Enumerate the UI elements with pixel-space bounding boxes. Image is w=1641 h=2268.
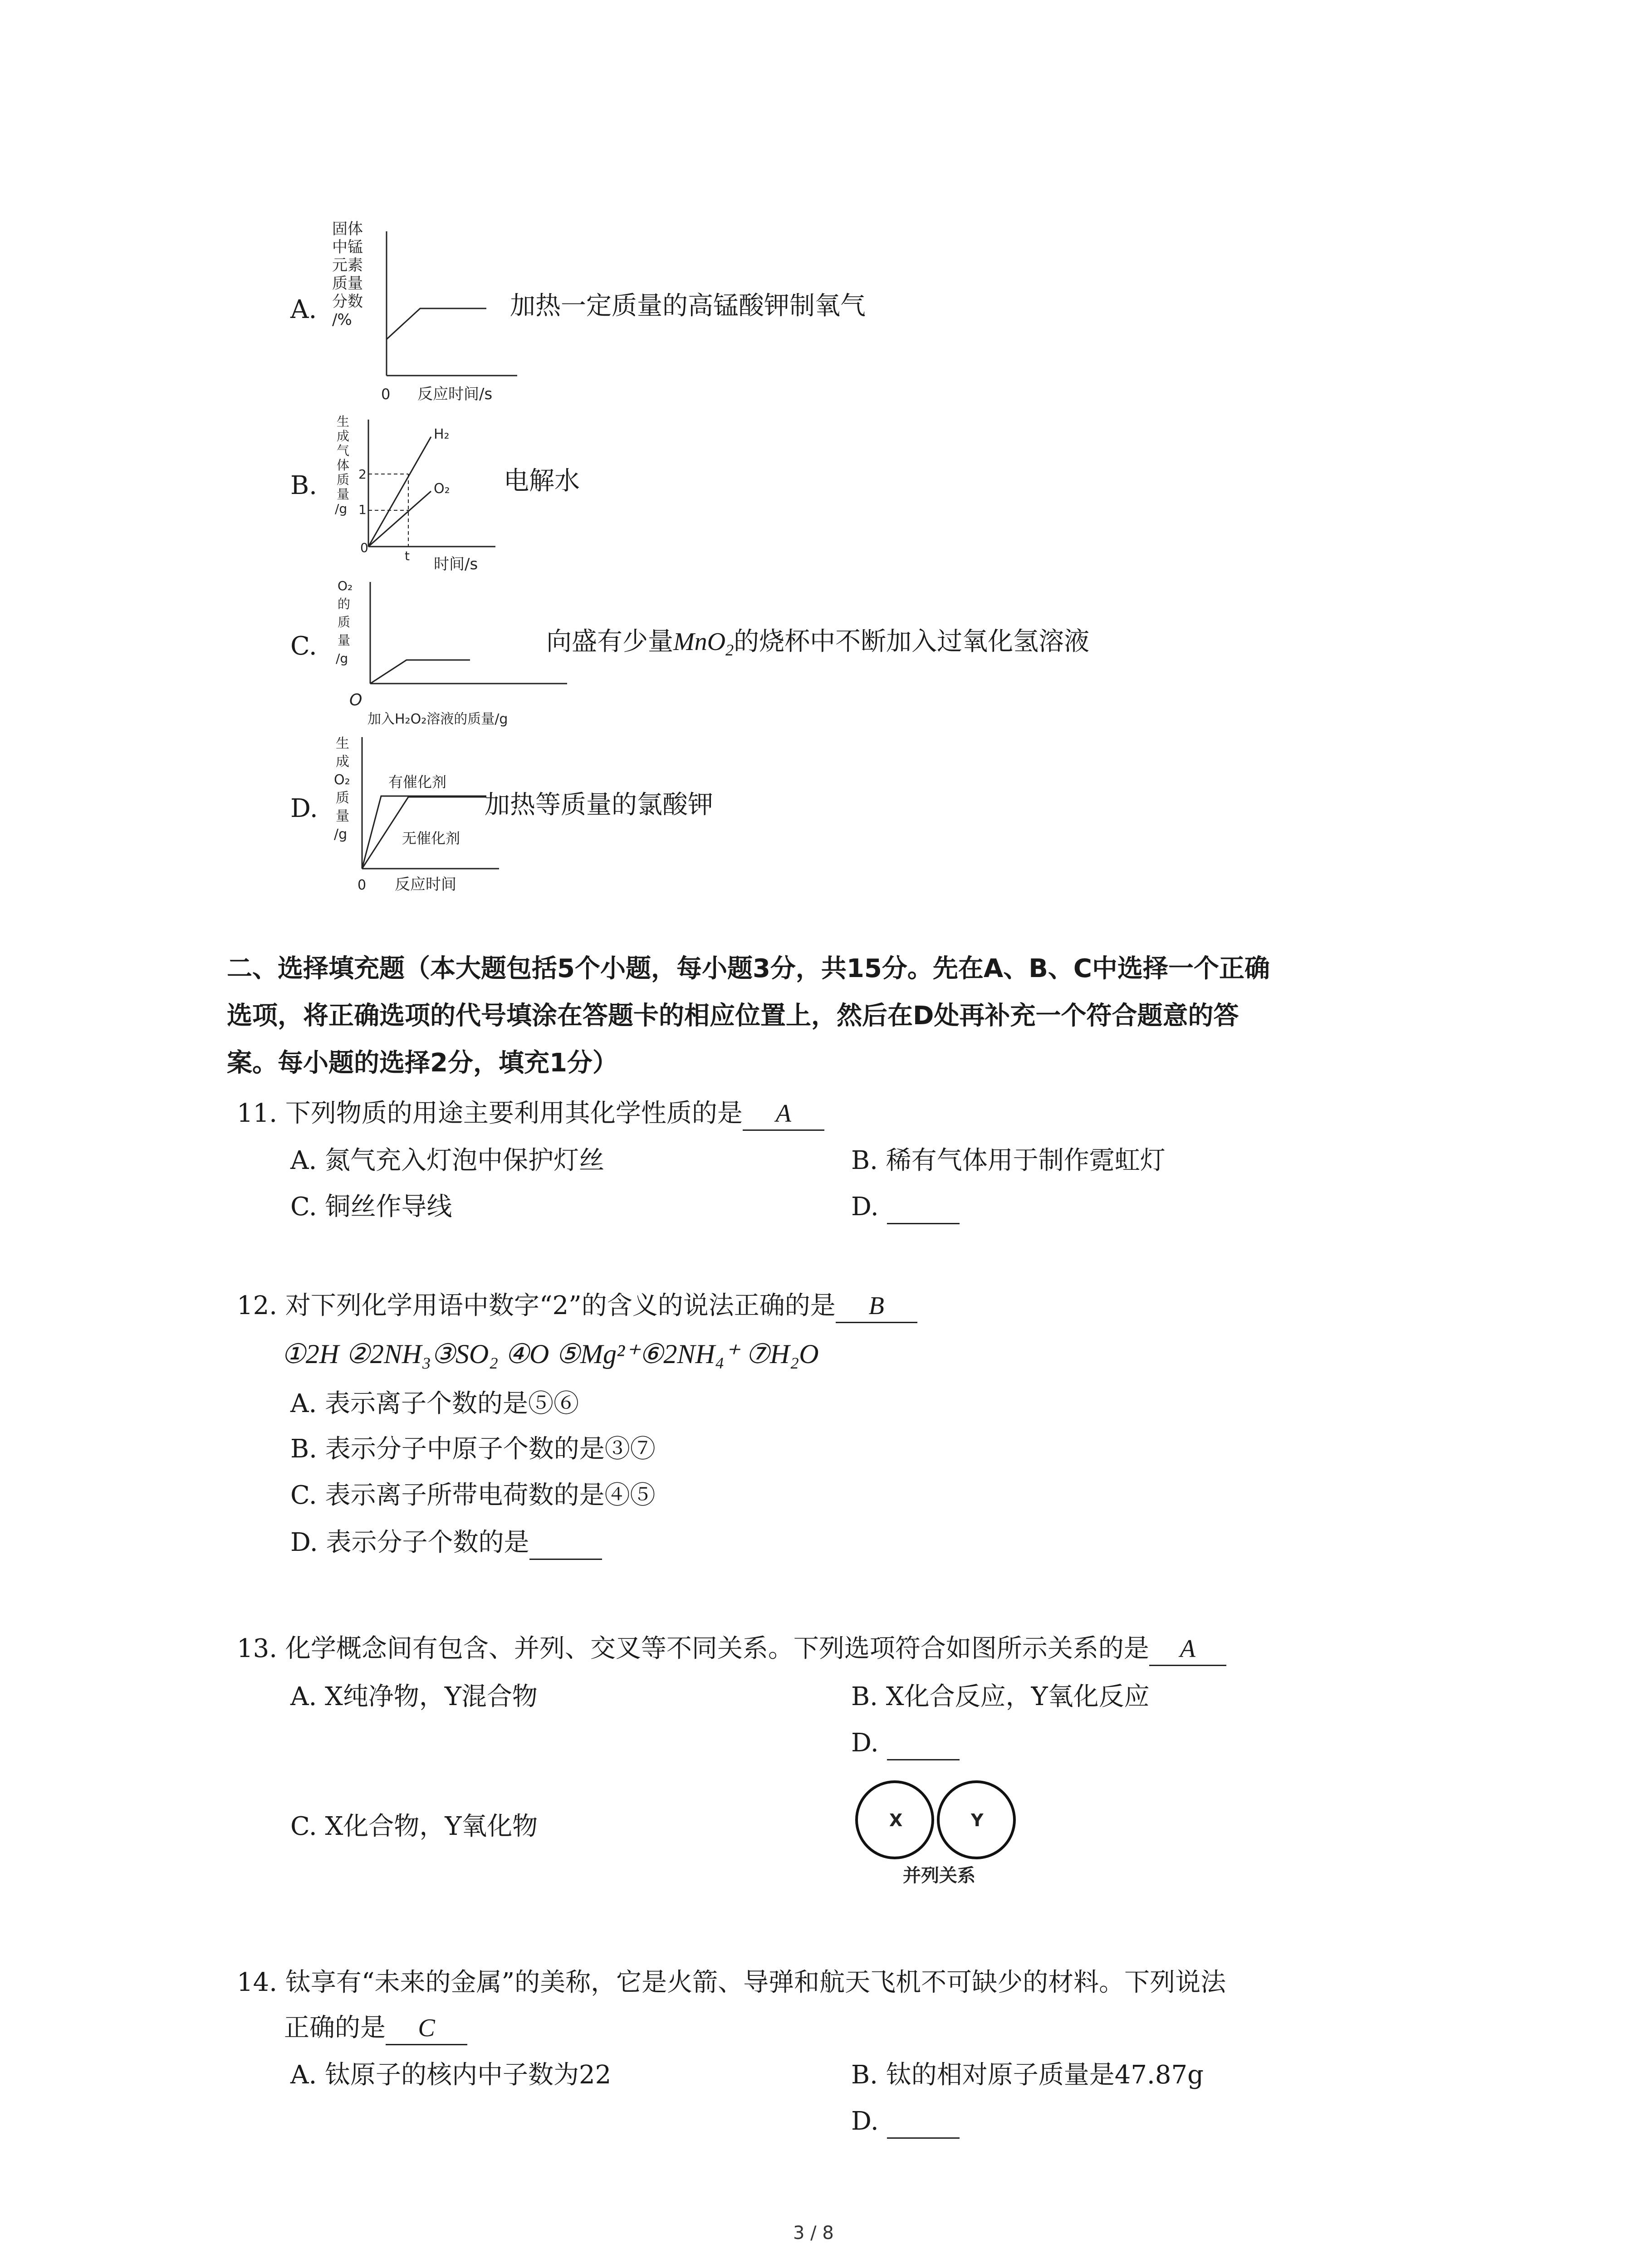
svg-text:/g: /g (334, 826, 348, 842)
graph-b-ylabel (335, 414, 349, 516)
q12-blank (529, 1527, 602, 1560)
q13-option-d: D. (851, 1727, 960, 1760)
svg-text:X: X (889, 1810, 903, 1830)
q12-option-b: B. 表示分子中原子个数的是③⑦ (290, 1434, 656, 1464)
q14-option-b: B. 钛的相对原子质量是47.87g (851, 2060, 1204, 2090)
q11-stem: 11. 下列物质的用途主要利用其化学性质的是 A (237, 1098, 824, 1131)
option-c-label: C. (290, 631, 317, 661)
svg-text:0: 0 (358, 877, 367, 893)
q12-option-a: A. 表示离子个数的是⑤⑥ (290, 1389, 579, 1418)
q14-stem-line2: 正确的是 C (284, 2012, 467, 2045)
graph-d-catalyst-label: 有催化剂 (388, 773, 447, 791)
q14-option-a: A. 钛原子的核内中子数为22 (290, 2060, 612, 2090)
svg-text:成: 成 (337, 429, 350, 444)
svg-text:固体: 固体 (332, 220, 363, 238)
graph-c-curve (370, 660, 470, 684)
svg-text:2: 2 (358, 467, 367, 482)
graph-c-ylabel (336, 578, 353, 666)
svg-text:/%: /% (332, 311, 352, 329)
graph-d-caption: 加热等质量的氯酸钾 (485, 790, 713, 820)
graph-b-o2-label: O₂ (434, 481, 450, 497)
svg-text:生: 生 (337, 414, 350, 429)
graph-c-caption: 向盛有少量MnO$_2$的烧杯中不断加入过氧化氢溶液 (546, 627, 1090, 660)
q13-option-b: B. X化合反应，Y氧化反应 (851, 1682, 1150, 1711)
graph-c (331, 574, 576, 733)
section2-line1: 二、选择填充题（本大题包括5个小题，每小题3分，共15分。先在A、B、C中选择一个正确 (227, 954, 1270, 983)
graph-b (331, 411, 504, 574)
q13-option-c: C. X化合物，Y氧化物 (290, 1812, 538, 1841)
graph-b-caption: 电解水 (504, 466, 580, 496)
q11-answer: A (743, 1098, 824, 1131)
svg-text:质量: 质量 (332, 274, 363, 293)
option-b-label: B. (290, 471, 317, 500)
svg-text:O: O (349, 691, 362, 709)
section2-line3: 案。每小题的选择2分，填充1分） (227, 1048, 618, 1078)
q13-diagram-label: 并列关系 (903, 1865, 975, 1886)
q14-blank (887, 2106, 960, 2139)
q12-option-d: D. 表示分子个数的是 (290, 1527, 602, 1560)
graph-b-h2-line (368, 437, 431, 547)
svg-text:质: 质 (337, 472, 350, 487)
page-number: 3 / 8 (793, 2223, 834, 2244)
q13-blank (887, 1727, 960, 1760)
svg-text:中锰: 中锰 (332, 238, 363, 256)
svg-text:量: 量 (337, 487, 350, 502)
svg-text:/g: /g (335, 501, 348, 516)
graph-a-ylabel (332, 220, 363, 329)
graph-a-curve (387, 308, 486, 339)
svg-text:/g: /g (336, 651, 348, 666)
svg-text:O₂: O₂ (334, 772, 350, 788)
svg-text:Y: Y (971, 1810, 984, 1830)
q11-option-d: D. (851, 1191, 960, 1224)
graph-d-nocatalyst-label: 无催化剂 (402, 830, 460, 847)
graph-a-caption: 加热一定质量的高锰酸钾制氧气 (510, 291, 866, 321)
graph-b-xlabel: 时间/s (434, 555, 478, 573)
svg-text:元素: 元素 (332, 256, 363, 274)
q13-diagram (853, 1778, 1034, 1892)
graph-a (331, 218, 522, 413)
q14-stem-line1: 14. 钛享有“未来的金属”的美称，它是火箭、导弹和航天飞机不可缺少的材料。下列说法 (237, 1968, 1226, 1997)
graph-a-xlabel: 反应时间/s (417, 385, 493, 403)
q12-option-c: C. 表示离子所带电荷数的是④⑤ (290, 1481, 656, 1510)
svg-text:分数: 分数 (332, 293, 363, 311)
q14-answer: C (386, 2012, 467, 2045)
svg-text:O₂: O₂ (338, 578, 353, 593)
option-d-label: D. (290, 794, 318, 823)
graph-b-o2-line (368, 491, 431, 547)
svg-text:体: 体 (337, 458, 350, 473)
q12-stem: 12. 对下列化学用语中数字“2”的含义的说法正确的是 B (237, 1290, 917, 1323)
svg-text:质: 质 (338, 615, 351, 630)
q13-stem: 13. 化学概念间有包含、并列、交叉等不同关系。下列选项符合如图所示关系的是 A (237, 1633, 1226, 1666)
q11-option-a: A. 氮气充入灯泡中保护灯丝 (290, 1146, 605, 1175)
q11-option-c: C. 铜丝作导线 (290, 1192, 452, 1222)
q11-option-b: B. 稀有气体用于制作霓虹灯 (851, 1146, 1166, 1175)
section2-line2: 选项，将正确选项的代号填涂在答题卡的相应位置上，然后在D处再补充一个符合题意的答 (227, 1001, 1239, 1031)
svg-text:量: 量 (336, 808, 349, 824)
graph-c-xlabel: 加入H₂O₂溶液的质量/g (367, 711, 508, 727)
q12-answer: B (836, 1290, 917, 1323)
q12-symbols: ①2H ②2NH₃③SO₂ ④O ⑤Mg²⁺⑥2NH₄⁺ ⑦H₂O (281, 1339, 819, 1369)
graph-d-xlabel: 反应时间 (395, 875, 456, 894)
graph-b-h2-label: H₂ (434, 426, 450, 442)
svg-text:t: t (405, 548, 410, 563)
svg-text:气: 气 (337, 443, 350, 458)
svg-text:的: 的 (338, 596, 351, 611)
svg-text:0: 0 (360, 540, 368, 555)
q13-answer: A (1149, 1633, 1226, 1666)
q13-option-a: A. X纯净物，Y混合物 (290, 1682, 538, 1711)
svg-text:成: 成 (336, 754, 349, 770)
option-a-label: A. (290, 295, 317, 324)
q14-option-d: D. (851, 2106, 960, 2139)
svg-text:1: 1 (358, 502, 367, 517)
svg-text:质: 质 (336, 790, 349, 806)
graph-a-origin: 0 (381, 386, 391, 403)
q11-blank (887, 1191, 960, 1224)
graph-d-ylabel (334, 736, 350, 842)
svg-text:生: 生 (336, 736, 349, 752)
svg-text:量: 量 (338, 633, 351, 648)
